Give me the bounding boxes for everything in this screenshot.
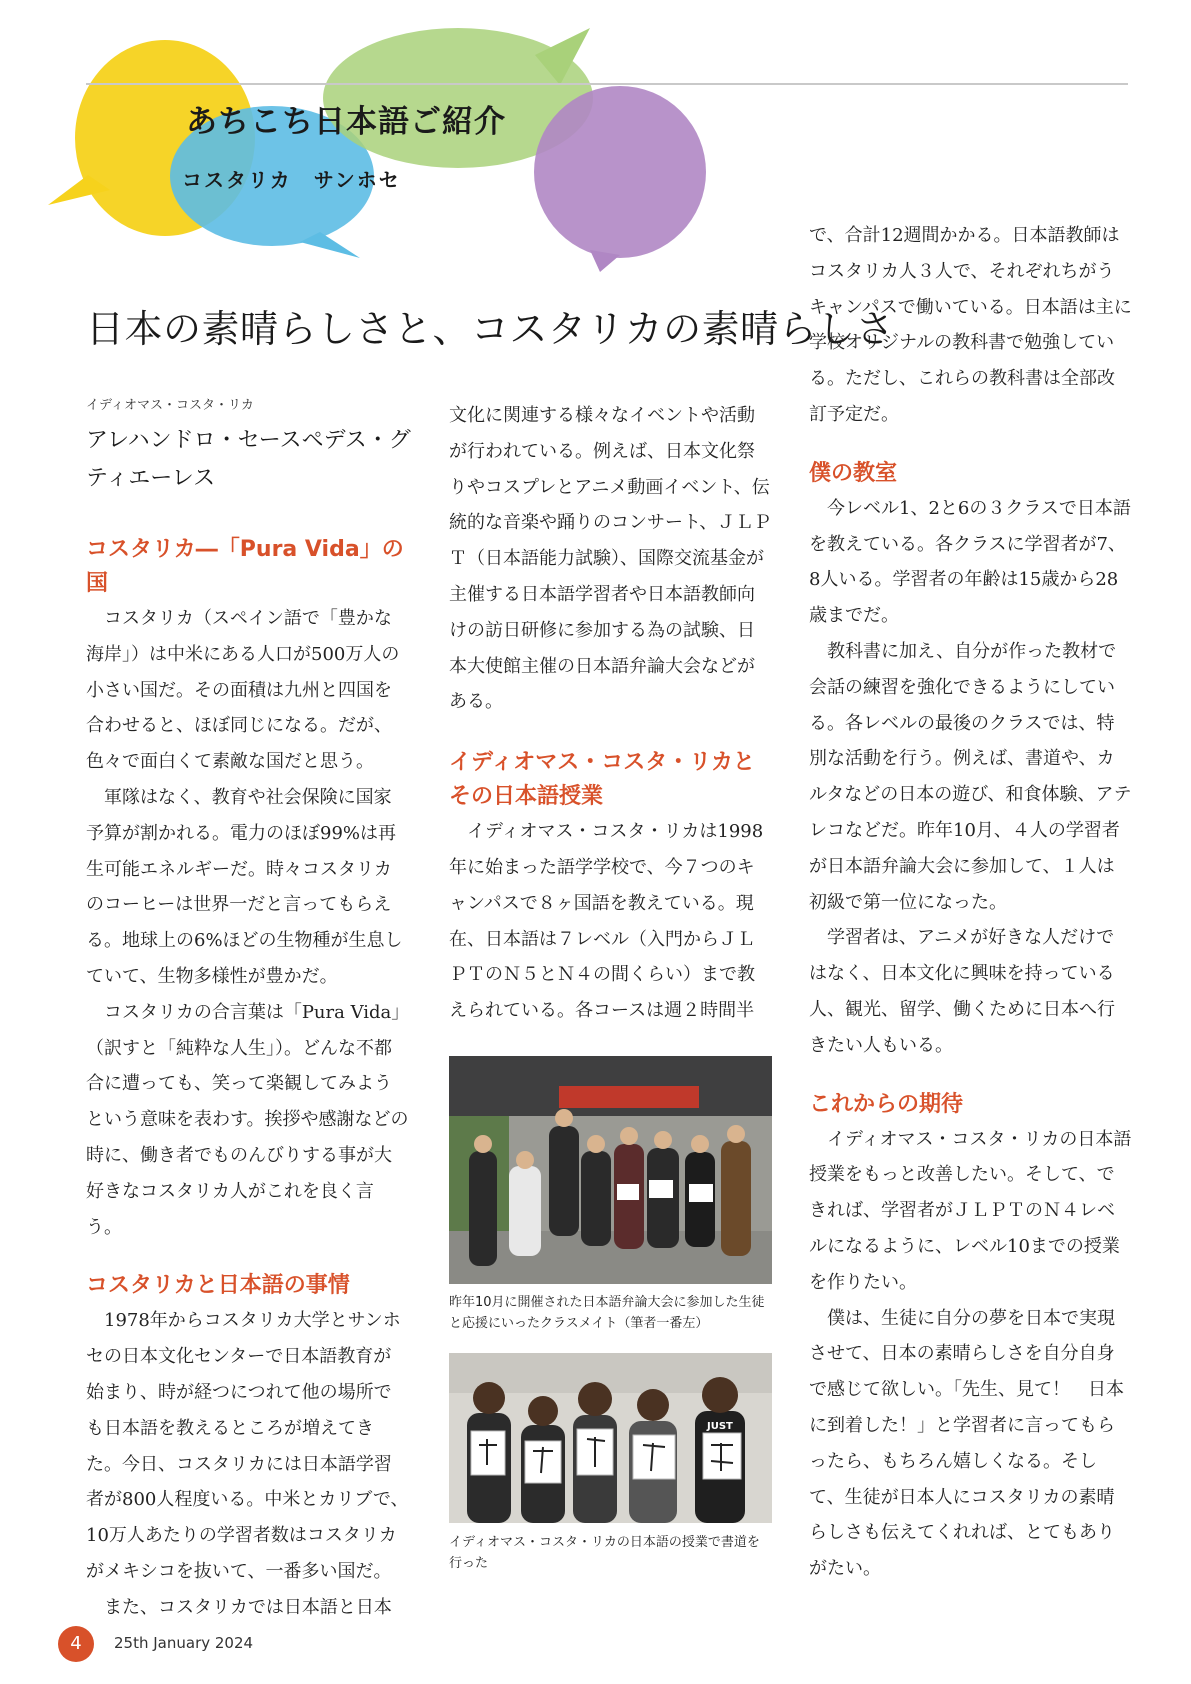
paragraph: 学習者は、アニメが好きな人だけではなく、日本文化に興味を持っている人、観光、留学、働くために日本へ行きたい人もいる。 <box>809 927 1115 1056</box>
paragraph: 文化に関連する様々なイベントや活動が行われている。例えば、日本文化祭りやコスプレとアニメ動画イベント、伝統的な音楽や踊りのコンサート、ＪＬＰＴ（日本語能力試験）、国際交流基金が主催する日本語学習者や日本語教師向けの訪日研修に参加する為の試験、日本大使館主催の日本語弁論大会などがある。 <box>449 405 772 713</box>
issue-date: 25th January 2024 <box>114 1634 254 1652</box>
page-number: 4 <box>58 1626 94 1662</box>
paragraph: で、合計12週間かかる。日本語教師はコスタリカ人３人で、それぞれちがうキャンパスで働いている。日本語は主に学校オリジナルの教科書で勉強している。ただし、これらの教科書は全部改訂予定だ。 <box>809 225 1132 425</box>
series-title: あちこち日本語ご紹介 <box>186 104 506 140</box>
calligraphy-photo-illustration <box>449 1353 772 1523</box>
article-column-1 <box>86 533 409 1626</box>
paragraph: 教科書に加え、自分が作った教材で会話の練習を強化できるようにしている。各レベルの最後のクラスでは、特別な活動を行う。例えば、書道や、カルタなどの日本の遊び、和食体験、アテレコなどだ。昨年10月、４人の学習者が日本語弁論大会に参加して、１人は初級で第一位になった。 <box>809 640 1132 913</box>
photo-2-caption: イディオマス・コスタ・リカの日本語の授業で書道を行った <box>449 1535 760 1571</box>
article-title: 日本の素晴らしさと、コスタリカの素晴らしさ <box>86 307 895 351</box>
section-heading: イディオマス・コスタ・リカとその日本語授業 <box>449 750 756 810</box>
paragraph: コスタリカ（スペイン語で「豊かな海岸」）は中米にある人口が500万人の小さい国だ。その面積は九州と四国を合わせると、ほぼ同じになる。だが、色々で面白くて素敵な国だと思う。 <box>86 608 400 773</box>
paragraph: イディオマス・コスタ・リカの日本語授業をもっと改善したい。そして、できれば、学習者がＪＬＰＴのＮ４レベルになるように、レベル10までの授業を作りたい。 <box>809 1128 1132 1293</box>
paragraph: 今レベル1、2と6の３クラスで日本語を教えている。各クラスに学習者が7、8人いる。学習者の年齢は15歳から28歳までだ。 <box>809 497 1131 627</box>
paragraph: イディオマス・コスタ・リカは1998年に始まった語学学校で、今７つのキャンパスで８ヶ国語を教えている。現在、日本語は７レベル（入門からＪＬＰＴのＮ５とＮ４の間くらい）まで教えられている。各コースは週２時間半 <box>449 821 764 1022</box>
section-heading: コスタリカ―「Pura Vida」の国 <box>86 537 404 596</box>
section-heading: 僕の教室 <box>809 460 898 486</box>
purple-speech-bubble <box>534 86 706 272</box>
author-name: アレハンドロ・セースペデス・グティエーレス <box>86 428 411 491</box>
paragraph: 僕は、生徒に自分の夢を日本で実現させて、日本の素晴らしさを自分自身で感じて欲しい。「先生、見て！ 日本に到着した！」と学習者に言ってもらったら、もちろん嬉しくなる。そして、生徒が日本人にコスタリカの素晴らしさも伝えてくれれば、とてもありがたい。 <box>809 1307 1124 1580</box>
section-heading: コスタリカと日本語の事情 <box>86 1273 350 1299</box>
paragraph: 1978年からコスタリカ大学とサンホセの日本文化センターで日本語教育が始まり、時が経つにつれて他の場所でも日本語を教えるところが増えてきた。今日、コスタリカには日本語学習者が800人程度いる。中米とカリブで、10万人あたりの学習者数はコスタリカがメキシコを抜いて、一番多い国だ。 <box>86 1310 409 1582</box>
article-column-2 <box>449 398 772 1029</box>
calligraphy-class-photo <box>449 1353 772 1523</box>
paragraph: 軍隊はなく、教育や社会保険に国家予算が割かれる。電力のほぼ99%は再生可能エネルギーだ。時々コスタリカのコーヒーは世界一だと言ってもらえる。地球上の6%ほどの生物種が生息していて、生物多様性が豊かだ。 <box>86 786 403 987</box>
header-rule <box>86 83 1128 85</box>
paragraph: また、コスタリカでは日本語と日本 <box>104 1596 392 1618</box>
location-subtitle: コスタリカ サンホセ <box>182 168 401 192</box>
sign-text: JUST <box>707 1421 733 1432</box>
speech-bubbles-decoration <box>0 0 720 290</box>
author-organization: イディオマス・コスタ・リカ <box>86 398 254 413</box>
article-column-3 <box>809 218 1132 1587</box>
speech-contest-photo <box>449 1056 772 1284</box>
paragraph: コスタリカの合言葉は「Pura Vida」（訳すと「純粋な人生」）。どんな不都合に遭っても、笑って楽観してみようという意味を表わす。挨拶や感謝などの時に、働き者でものんびりする事が大好きなコスタリカ人がこれを良く言う。 <box>86 1001 409 1238</box>
photo-1-caption: 昨年10月に開催された日本語弁論大会に参加した生徒と応援にいったクラスメイト（筆者一番左） <box>449 1295 765 1331</box>
section-heading: これからの期待 <box>809 1091 964 1117</box>
group-photo-illustration <box>449 1056 772 1284</box>
